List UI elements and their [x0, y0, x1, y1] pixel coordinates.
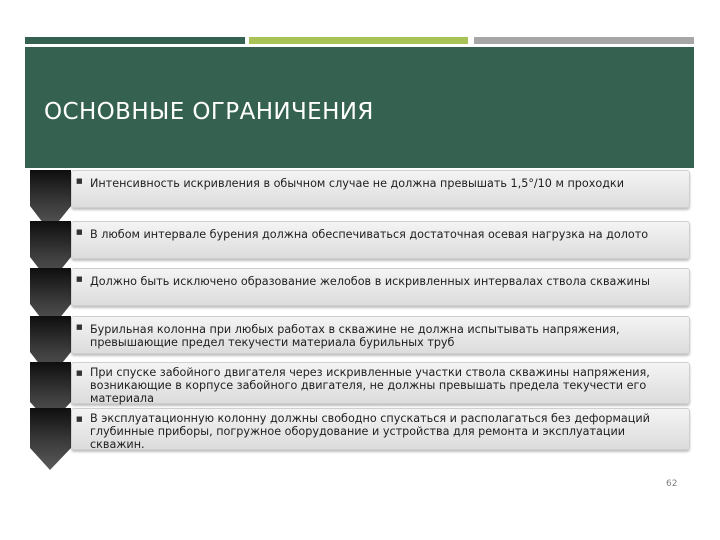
list-item: [30, 170, 690, 220]
item-text: При спуске забойного двигателя через искривленные участки ствола скважины напряжения, возникающие в корпусе забойного двигателя, не должны превышать предела текучести его материала: [90, 366, 650, 405]
list-item: [30, 408, 690, 458]
item-text: Интенсивность искривления в обычном случае не должна превышать 1,5°/10 м проходки: [90, 177, 624, 190]
list-item: [30, 221, 690, 271]
slide-title: ОСНОВНЫЕ ОГРАНИЧЕНИЯ: [44, 99, 374, 125]
top-accent-bar-dark: [25, 37, 245, 44]
item-box: [71, 316, 690, 354]
item-text: В любом интервале бурения должна обеспечиваться достаточная осевая нагрузка на долото: [90, 228, 649, 241]
bullet-icon: ■: [76, 323, 83, 331]
top-accent-bar-gray: [474, 37, 694, 44]
list-item: [30, 362, 690, 412]
list-item: [30, 268, 690, 318]
item-text: Бурильная колонна при любых работах в скважине не должна испытывать напряжения, превышающие предел текучести материала бурильных труб: [90, 323, 620, 349]
item-text: В эксплуатационную колонну должны свободно спускаться и располагаться без деформаций глубинные приборы, погружное оборудование и устройства для ремонта и эксплуатации скважин.: [90, 412, 650, 451]
item-text: Должно быть исключено образование желобов в искривленных интервалах ствола скважины: [90, 275, 650, 288]
bullet-icon: ■: [76, 415, 83, 423]
item-box: [71, 221, 690, 259]
page-number: 62: [666, 479, 678, 489]
item-box: [71, 268, 690, 306]
bullet-icon: ■: [76, 228, 83, 236]
list-item: [30, 316, 690, 366]
item-box: [71, 408, 690, 450]
bullet-icon: ■: [76, 369, 83, 377]
item-box: [71, 362, 690, 404]
top-accent-bar-green: [249, 37, 468, 44]
bullet-icon: ■: [76, 275, 83, 283]
item-box: [71, 170, 690, 208]
title-band: [25, 47, 694, 168]
bullet-icon: ■: [76, 177, 83, 185]
